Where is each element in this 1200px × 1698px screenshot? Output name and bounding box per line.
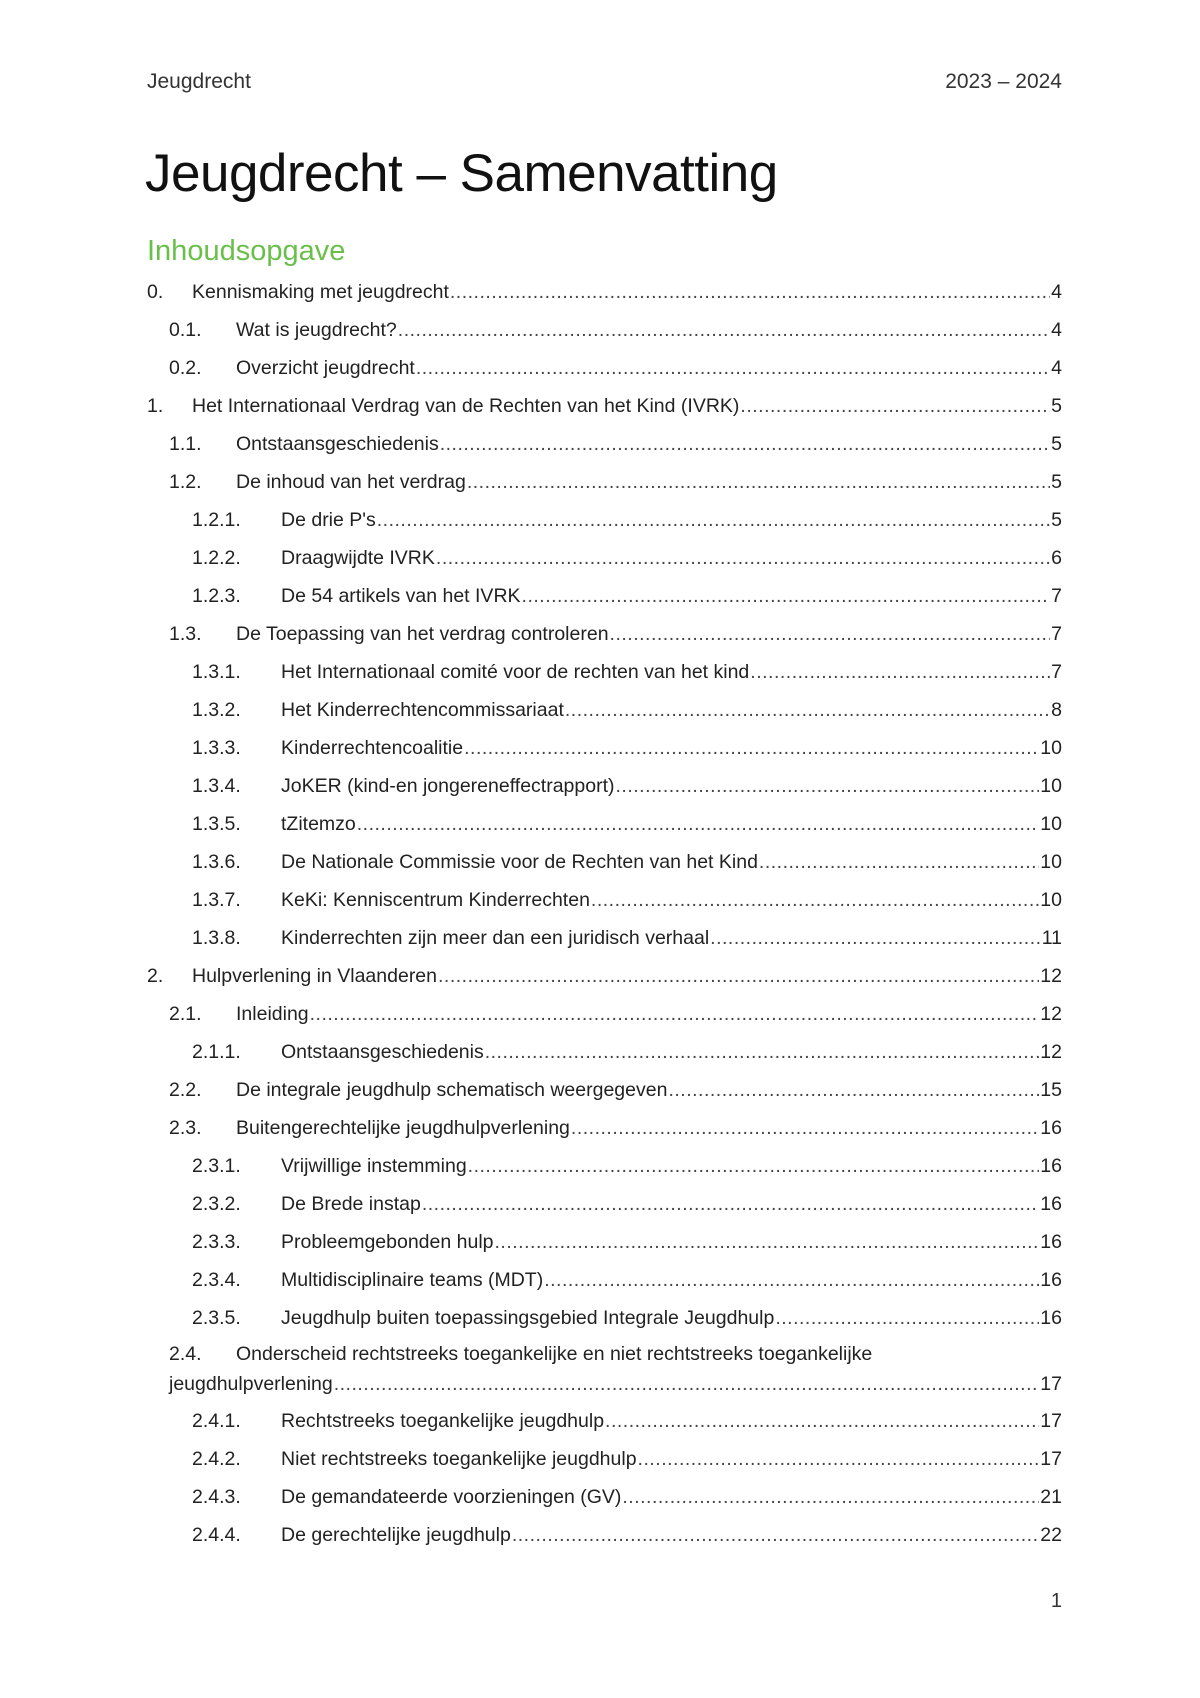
toc-page-number: 17 [1040,1447,1062,1470]
toc-dot-leader [436,547,1050,570]
header-left: Jeugdrecht [147,70,251,93]
toc-page-number: 10 [1040,850,1062,873]
toc-number: 1.3.5. [192,812,241,835]
toc-number: 2.3.2. [192,1192,241,1215]
toc-title: Ontstaansgeschiedenis [281,1040,484,1063]
toc-number: 1.3.1. [192,660,241,683]
toc-title: Hulpverlening in Vlaanderen [192,964,437,987]
toc-entry[interactable] [147,577,1062,615]
toc-number: 2.3.4. [192,1268,241,1291]
toc-title: Rechtstreeks toegankelijke jeugdhulp [281,1409,605,1432]
toc-heading: Inhoudsopgave [147,235,346,267]
toc-entry[interactable] [147,463,1062,501]
toc-page-number: 16 [1040,1192,1062,1215]
table-of-contents [147,273,1062,1554]
toc-page-number: 22 [1040,1523,1062,1546]
toc-number: 1.3.3. [192,736,241,759]
toc-entry[interactable] [147,1261,1062,1299]
toc-number: 1.2.3. [192,584,241,607]
toc-number: 1.2.2. [192,546,241,569]
toc-dot-leader [544,1269,1039,1292]
toc-number: 1.3.7. [192,888,241,911]
toc-page-number: 12 [1040,1040,1062,1063]
toc-title: Overzicht jeugdrecht [236,356,415,379]
toc-entry[interactable] [147,1071,1062,1109]
toc-dot-leader [464,737,1039,760]
toc-page-number: 8 [1051,698,1062,721]
toc-entry[interactable] [147,615,1062,653]
toc-entry[interactable] [147,729,1062,767]
toc-dot-leader [438,965,1039,988]
toc-title: Draagwijdte IVRK [281,546,435,569]
toc-dot-leader [422,1193,1039,1216]
toc-number: 0.1. [169,318,202,341]
toc-dot-leader [668,1079,1039,1102]
toc-page-number: 5 [1051,432,1062,455]
toc-number: 1.3.8. [192,926,241,949]
toc-title: Het Internationaal comité voor de rechten van het kind [281,660,750,683]
toc-entry[interactable] [147,919,1062,957]
toc-entry[interactable] [147,1478,1062,1516]
toc-dot-leader [377,509,1050,532]
toc-title: Buitengerechtelijke jeugdhulpverlening [236,1116,570,1139]
toc-title: Kennismaking met jeugdrecht [192,280,449,303]
toc-page-number: 12 [1040,964,1062,987]
toc-number: 1.2. [169,470,202,493]
toc-dot-leader [357,813,1040,836]
toc-number: 2.3.1. [192,1154,241,1177]
toc-entry[interactable] [147,501,1062,539]
toc-entry[interactable] [147,311,1062,349]
toc-page-number: 16 [1040,1268,1062,1291]
toc-title: KeKi: Kenniscentrum Kinderrechten [281,888,590,911]
header-right: 2023 – 2024 [945,70,1062,93]
toc-entry[interactable] [147,805,1062,843]
toc-entry[interactable] [147,1147,1062,1185]
toc-dot-leader [398,319,1050,342]
toc-title: Kinderrechtencoalitie [281,736,464,759]
toc-dot-leader [610,623,1051,646]
toc-entry[interactable] [147,273,1062,311]
toc-number: 2.4.3. [192,1485,241,1508]
toc-dot-leader [485,1041,1040,1064]
toc-dot-leader [571,1117,1039,1140]
toc-page-number: 17 [1040,1373,1062,1395]
toc-title: De Brede instap [281,1192,421,1215]
toc-entry[interactable] [147,425,1062,463]
toc-page-number: 16 [1040,1230,1062,1253]
toc-dot-leader [450,281,1050,304]
toc-dot-leader [565,699,1050,722]
toc-page-number: 11 [1041,926,1062,949]
toc-entry[interactable] [147,957,1062,995]
toc-title: De drie P's [281,508,376,531]
toc-entry[interactable] [147,1337,1062,1402]
toc-entry[interactable] [147,995,1062,1033]
toc-page-number: 12 [1040,1002,1062,1025]
toc-dot-leader [759,851,1039,874]
toc-number: 1.3.6. [192,850,241,873]
toc-number: 2.1.1. [192,1040,241,1063]
toc-entry[interactable] [147,1402,1062,1440]
toc-entry[interactable] [147,1516,1062,1554]
toc-dot-leader [512,1524,1039,1547]
toc-title: Kinderrechten zijn meer dan een juridisch verhaal [281,926,710,949]
toc-title: Wat is jeugdrecht? [236,318,397,341]
toc-page-number: 5 [1051,470,1062,493]
toc-dot-leader [522,585,1051,608]
toc-title: De gemandateerde voorzieningen (GV) [281,1485,622,1508]
toc-entry[interactable] [147,1223,1062,1261]
toc-number: 0.2. [169,356,202,379]
toc-dot-leader [440,433,1050,456]
toc-page-number: 4 [1051,280,1062,303]
toc-entry[interactable] [147,767,1062,805]
toc-dot-leader [775,1307,1039,1330]
toc-page-number: 7 [1051,584,1062,607]
toc-title: Het Internationaal Verdrag van de Rechten van het Kind (IVRK) [192,394,740,417]
toc-dot-leader [310,1003,1040,1026]
toc-entry[interactable] [147,881,1062,919]
toc-page-number: 7 [1051,622,1062,645]
toc-number: 2.4.1. [192,1409,241,1432]
toc-page-number: 5 [1051,508,1062,531]
toc-page-number: 10 [1040,888,1062,911]
toc-number: 1.1. [169,432,202,455]
toc-number: 1.2.1. [192,508,241,531]
toc-page-number: 15 [1040,1078,1062,1101]
toc-entry[interactable] [147,387,1062,425]
toc-dot-leader [605,1410,1039,1433]
toc-number: 1.3.4. [192,774,241,797]
toc-page-number: 16 [1040,1306,1062,1329]
toc-title: De Nationale Commissie voor de Rechten van het Kind [281,850,758,873]
toc-dot-leader [468,1155,1040,1178]
toc-number: 1. [147,394,164,417]
toc-number: 2.3.3. [192,1230,241,1253]
toc-page-number: 16 [1040,1116,1062,1139]
toc-number: 2.2. [169,1078,202,1101]
toc-title: Probleemgebonden hulp [281,1230,494,1253]
toc-entry[interactable] [147,1033,1062,1071]
toc-dot-leader [334,1373,1040,1396]
toc-number: 2.4.2. [192,1447,241,1470]
toc-entry[interactable] [147,691,1062,729]
toc-page-number: 6 [1051,546,1062,569]
toc-title: De 54 artikels van het IVRK [281,584,521,607]
toc-dot-leader [622,1486,1039,1509]
toc-dot-leader [750,661,1050,684]
toc-dot-leader [710,927,1041,950]
toc-number: 2.4.4. [192,1523,241,1546]
toc-title: De Toepassing van het verdrag controleren [236,622,609,645]
toc-title: Multidisciplinaire teams (MDT) [281,1268,544,1291]
toc-dot-leader [416,357,1050,380]
toc-number: 2.3. [169,1116,202,1139]
toc-title: JoKER (kind-en jongereneffectrapport) [281,774,615,797]
toc-title: Jeugdhulp buiten toepassingsgebied Integrale Jeugdhulp [281,1306,775,1329]
toc-title-continued: jeugdhulpverlening [169,1373,333,1395]
toc-page-number: 4 [1051,356,1062,379]
toc-dot-leader [740,395,1050,418]
toc-dot-leader [467,471,1050,494]
toc-entry[interactable] [147,1440,1062,1478]
toc-number: 0. [147,280,164,303]
toc-entry[interactable] [147,1185,1062,1223]
toc-entry[interactable] [147,1299,1062,1337]
toc-page-number: 10 [1040,736,1062,759]
toc-number: 2.1. [169,1002,202,1025]
toc-title: De integrale jeugdhulp schematisch weergegeven [236,1078,668,1101]
toc-dot-leader [638,1448,1040,1471]
toc-title: Inleiding [236,1002,309,1025]
toc-entry[interactable] [147,843,1062,881]
toc-number: 1.3. [169,622,202,645]
toc-dot-leader [495,1231,1040,1254]
toc-page-number: 10 [1040,812,1062,835]
toc-entry-line [147,1370,1062,1400]
toc-entry-line [147,1340,1062,1370]
toc-title: Onderscheid rechtstreeks toegankelijke en niet rechtstreeks toegankelijke [236,1343,873,1365]
toc-entry[interactable] [147,653,1062,691]
toc-title: Vrijwillige instemming [281,1154,467,1177]
toc-page-number: 10 [1040,774,1062,797]
toc-number: 2. [147,964,164,987]
toc-dot-leader [591,889,1039,912]
toc-title: De gerechtelijke jeugdhulp [281,1523,511,1546]
toc-title: Niet rechtstreeks toegankelijke jeugdhulp [281,1447,637,1470]
toc-page-number: 7 [1051,660,1062,683]
page-header [147,70,1062,94]
toc-page-number: 17 [1040,1409,1062,1432]
toc-entry[interactable] [147,1109,1062,1147]
toc-page-number: 5 [1051,394,1062,417]
toc-entry[interactable] [147,349,1062,387]
toc-title: Ontstaansgeschiedenis [236,432,439,455]
toc-number: 1.3.2. [192,698,241,721]
document-title: Jeugdrecht – Samenvatting [145,144,778,203]
toc-page-number: 21 [1040,1485,1062,1508]
toc-number: 2.4. [169,1343,202,1365]
toc-page-number: 4 [1051,318,1062,341]
toc-dot-leader [616,775,1040,798]
toc-entry[interactable] [147,539,1062,577]
toc-page-number: 16 [1040,1154,1062,1177]
page-number: 1 [1050,1590,1062,1612]
toc-title: De inhoud van het verdrag [236,470,466,493]
toc-number: 2.3.5. [192,1306,241,1329]
toc-title: tZitemzo [281,812,356,835]
toc-title: Het Kinderrechtencommissariaat [281,698,564,721]
